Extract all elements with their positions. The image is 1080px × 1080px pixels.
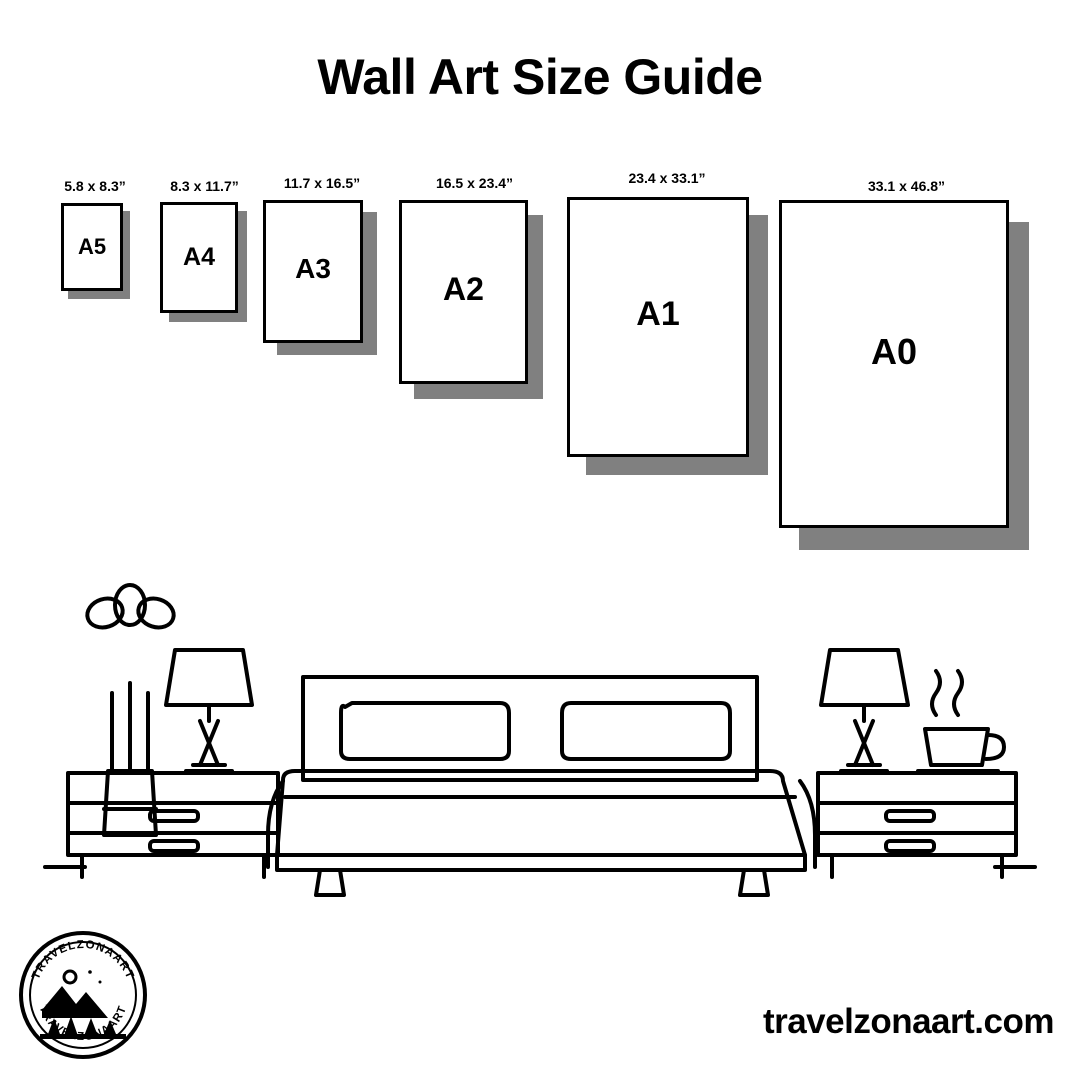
frame-box-a0 xyxy=(779,200,1009,528)
bedroom-scene xyxy=(0,565,1080,905)
left-lamp xyxy=(166,650,252,771)
moon-icon xyxy=(64,971,76,983)
frame-group-a4 xyxy=(152,178,257,328)
right-nightstand xyxy=(818,773,1016,877)
frame-group-a5 xyxy=(55,178,135,308)
frame-group-a0 xyxy=(774,170,1039,590)
site-url[interactable]: travelzonaart.com xyxy=(762,1002,1054,1041)
page-title: Wall Art Size Guide xyxy=(317,49,763,105)
logo-text-bottom: TRAVELZONAART xyxy=(36,1003,130,1044)
frame-label-a1: A1 xyxy=(636,295,680,333)
frame-label-a4: A4 xyxy=(183,243,215,271)
logo-text-top: TRAVELZONAART xyxy=(30,938,136,982)
frame-group-a3 xyxy=(258,175,386,375)
frame-label-a0: A0 xyxy=(870,331,918,372)
brand-logo xyxy=(18,930,148,1060)
left-nightstand xyxy=(68,773,278,877)
frame-label-a5: A5 xyxy=(77,234,107,259)
star-icon xyxy=(99,981,102,984)
frame-dimension-a3: 11.7 x 16.5” xyxy=(283,175,361,191)
frame-label-a3: A3 xyxy=(295,253,331,284)
frame-group-a2 xyxy=(392,175,557,425)
frame-dimension-a4: 8.3 x 11.7” xyxy=(170,178,239,194)
frame-label-a2: A2 xyxy=(443,271,484,307)
frame-dimension-a0: 33.1 x 46.8” xyxy=(867,178,946,194)
frame-box-a1 xyxy=(567,197,749,457)
plant-vase xyxy=(84,585,178,835)
frame-group-a1 xyxy=(562,170,772,500)
frame-dimension-a1: 23.4 x 33.1” xyxy=(628,170,706,186)
bed xyxy=(268,677,815,895)
right-lamp xyxy=(821,650,908,771)
frame-box-a5 xyxy=(61,203,123,291)
frame-box-a3 xyxy=(263,200,363,343)
frame-dimension-a5: 5.8 x 8.3” xyxy=(64,178,126,194)
frame-box-a2 xyxy=(399,200,528,384)
coffee-cup xyxy=(918,671,1004,771)
frame-box-a4 xyxy=(160,202,238,313)
frame-dimension-a2: 16.5 x 23.4” xyxy=(435,175,514,191)
star-icon xyxy=(88,970,92,974)
